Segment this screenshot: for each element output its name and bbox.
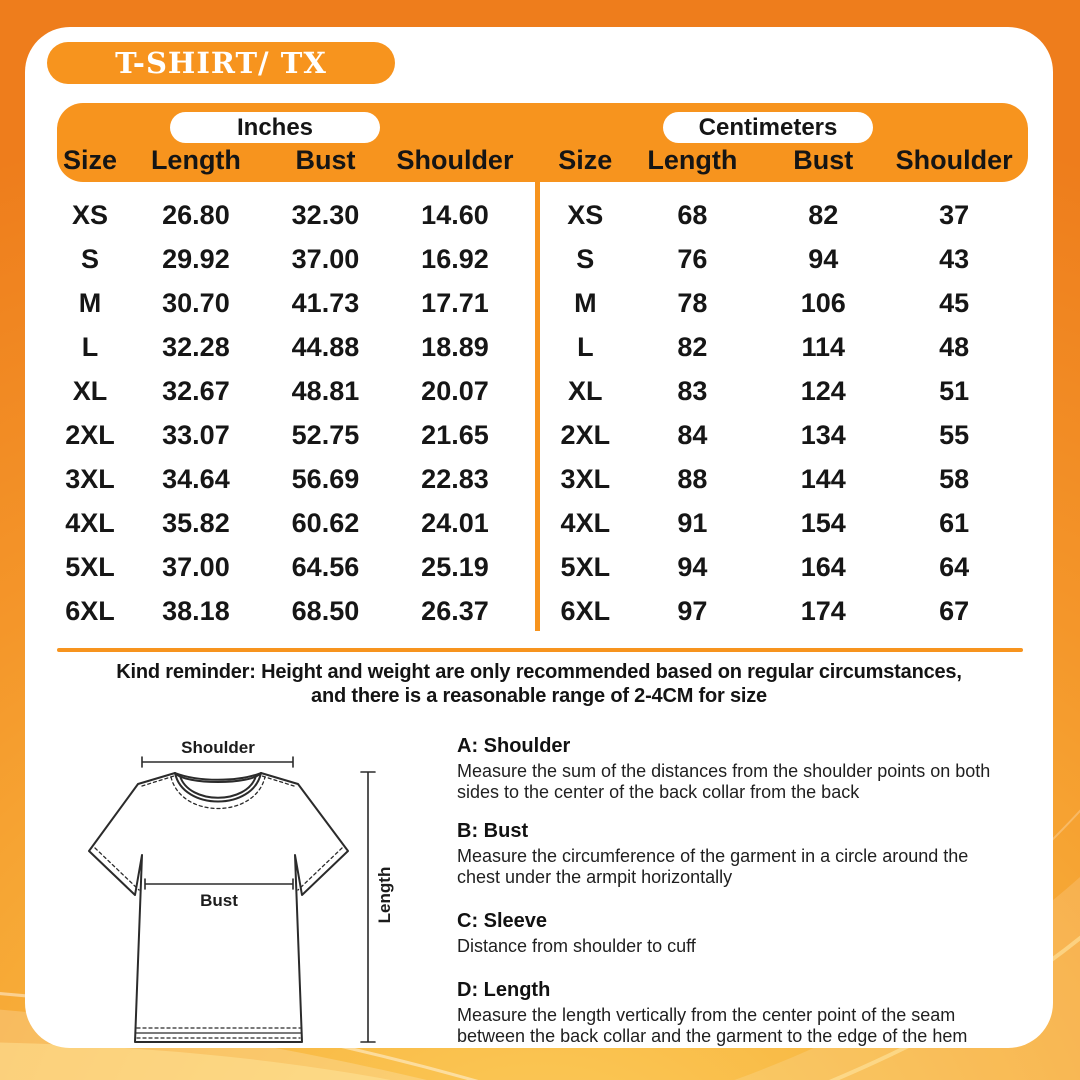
bust-cell: 114 — [801, 331, 846, 362]
bust-cell: 52.75 — [291, 419, 360, 450]
table-row — [57, 369, 528, 413]
bust-cell: 174 — [800, 595, 846, 626]
inches-unit-pill — [170, 112, 380, 143]
bust-cell: 48.81 — [291, 375, 360, 406]
shoulder-cell: 67 — [939, 595, 970, 626]
bust-cell: 68.50 — [291, 595, 360, 626]
size-cell: 6XL — [560, 595, 611, 626]
size-cell: 2XL — [560, 419, 611, 450]
inches-column-headers — [57, 141, 528, 179]
shoulder-cell: 14.60 — [421, 199, 489, 230]
length-cell: 68 — [677, 199, 708, 230]
length-cell: 33.07 — [162, 419, 230, 450]
table-header-band — [57, 103, 1028, 182]
shoulder-cell: 20.07 — [421, 375, 489, 406]
guide-heading-sleeve: C: Sleeve — [457, 910, 548, 932]
shoulder-cell: 58 — [939, 463, 970, 494]
size-cell: 5XL — [560, 551, 611, 582]
shoulder-cell: 17.71 — [421, 287, 489, 318]
size-cell: L — [81, 331, 99, 362]
size-cell: XL — [72, 375, 108, 406]
guide-entry-shoulder — [457, 735, 1005, 803]
length-cell: 30.70 — [162, 287, 230, 318]
table-row — [57, 237, 528, 281]
table-row — [552, 589, 1028, 633]
centimeters-unit-pill — [663, 112, 873, 143]
kind-reminder-line2: and there is a reasonable range of 2-4CM for size — [311, 685, 767, 707]
size-cell: S — [80, 243, 99, 274]
table-row — [552, 237, 1028, 281]
shoulder-cell: 64 — [939, 551, 970, 582]
column-header-shoulder: Shoulder — [895, 144, 1013, 175]
guide-body-shoulder: Measure the sum of the distances from the shoulder points on both sides to the center of the back collar from the back — [457, 761, 991, 802]
centimeters-column-headers — [552, 141, 1028, 179]
table-row — [57, 193, 528, 237]
size-cell: M — [574, 287, 597, 318]
column-header-bust: Bust — [793, 144, 854, 175]
table-row — [552, 325, 1028, 369]
guide-body-sleeve: Distance from shoulder to cuff — [457, 936, 696, 956]
shoulder-cell: 43 — [939, 243, 970, 274]
table-row — [552, 457, 1028, 501]
size-cell: S — [576, 243, 595, 274]
column-header-shoulder: Shoulder — [396, 144, 514, 175]
inches-table-body — [57, 193, 528, 633]
size-cell: 6XL — [65, 595, 115, 626]
size-cell: L — [577, 331, 594, 362]
length-cell: 84 — [677, 419, 708, 450]
guide-entry-length — [457, 979, 1005, 1047]
bust-cell: 154 — [800, 507, 846, 538]
table-row — [552, 281, 1028, 325]
title-badge-label: T-SHIRT/ TX — [115, 46, 327, 80]
length-cell: 76 — [677, 243, 708, 274]
table-row — [552, 501, 1028, 545]
size-cell: 4XL — [65, 507, 115, 538]
bust-cell: 44.88 — [291, 331, 360, 362]
shoulder-cell: 37 — [939, 199, 970, 230]
length-cell: 78 — [677, 287, 708, 318]
horizontal-section-divider — [57, 648, 1023, 652]
kind-reminder-line1: Kind reminder: Height and weight are only recommended based on regular circumstances, — [116, 661, 962, 683]
tshirt-measurement-diagram — [83, 737, 415, 1053]
length-cell: 82 — [677, 331, 708, 362]
length-cell: 26.80 — [162, 199, 230, 230]
table-row — [57, 413, 528, 457]
size-cell: 2XL — [65, 419, 115, 450]
bust-cell: 32.30 — [291, 199, 360, 230]
length-cell: 29.92 — [162, 243, 230, 274]
size-cell: XS — [71, 199, 108, 230]
size-cell: 3XL — [65, 463, 115, 494]
table-row — [57, 457, 528, 501]
bust-cell: 134 — [800, 419, 846, 450]
bust-dimension-label: Bust — [200, 891, 238, 910]
bust-cell: 60.62 — [291, 507, 360, 538]
length-cell: 94 — [677, 551, 708, 582]
length-cell: 88 — [677, 463, 708, 494]
column-header-size: Size — [62, 144, 117, 175]
guide-heading-bust: B: Bust — [457, 820, 529, 842]
column-header-length: Length — [150, 144, 241, 175]
guide-entry-bust — [457, 820, 1005, 888]
length-cell: 97 — [677, 595, 708, 626]
title-badge — [47, 42, 395, 84]
guide-heading-shoulder: A: Shoulder — [457, 735, 571, 757]
column-header-bust: Bust — [295, 144, 356, 175]
table-row — [552, 369, 1028, 413]
bust-cell: 106 — [800, 287, 846, 318]
table-row — [57, 589, 528, 633]
shoulder-cell: 61 — [939, 507, 970, 538]
guide-heading-length: D: Length — [457, 979, 551, 1001]
centimeters-table-body — [552, 193, 1028, 633]
length-cell: 91 — [677, 507, 708, 538]
bust-cell: 37.00 — [291, 243, 360, 274]
bust-cell: 41.73 — [291, 287, 360, 318]
shoulder-cell: 22.83 — [421, 463, 489, 494]
shoulder-dimension-label: Shoulder — [181, 738, 255, 757]
shoulder-measure-line — [142, 757, 293, 767]
centimeters-unit-label: Centimeters — [698, 113, 838, 141]
shoulder-cell: 24.01 — [421, 507, 489, 538]
bust-cell: 124 — [800, 375, 846, 406]
bust-cell: 56.69 — [291, 463, 360, 494]
vertical-table-divider — [535, 182, 540, 631]
column-header-size: Size — [558, 144, 613, 175]
length-cell: 35.82 — [162, 507, 230, 538]
guide-body-bust: Measure the circumference of the garment in a circle around the chest under the armpit horizontally — [457, 846, 969, 887]
bust-cell: 164 — [800, 551, 846, 582]
shoulder-cell: 48 — [939, 331, 970, 362]
guide-body-length: Measure the length vertically from the center point of the seam between the back collar and the garment to the edge of the hem — [457, 1005, 968, 1046]
size-cell: XL — [568, 375, 603, 406]
table-row — [552, 413, 1028, 457]
shoulder-cell: 25.19 — [421, 551, 489, 582]
inches-unit-label: Inches — [236, 113, 314, 141]
shoulder-cell: 26.37 — [421, 595, 489, 626]
shoulder-cell: 16.92 — [421, 243, 489, 274]
bust-cell: 64.56 — [291, 551, 360, 582]
table-row — [57, 281, 528, 325]
size-cell: 3XL — [560, 463, 611, 494]
length-cell: 37.00 — [162, 551, 230, 582]
guide-entry-sleeve — [457, 910, 1005, 957]
bust-cell: 144 — [800, 463, 846, 494]
table-row — [57, 325, 528, 369]
shoulder-cell: 18.89 — [421, 331, 489, 362]
column-header-length: Length — [647, 144, 738, 175]
shoulder-cell: 55 — [939, 419, 970, 450]
table-row — [57, 545, 528, 589]
bust-cell: 94 — [808, 243, 839, 274]
shoulder-cell: 45 — [939, 287, 970, 318]
kind-reminder-note — [25, 660, 1053, 708]
length-cell: 32.28 — [162, 331, 230, 362]
size-cell: XS — [567, 199, 604, 230]
length-cell: 34.64 — [162, 463, 230, 494]
size-cell: 5XL — [65, 551, 115, 582]
table-row — [57, 501, 528, 545]
length-dimension-label: Length — [375, 866, 394, 924]
size-cell: M — [78, 287, 102, 318]
measurement-guide — [457, 735, 1005, 1064]
length-cell: 38.18 — [162, 595, 230, 626]
shoulder-cell: 51 — [939, 375, 970, 406]
bust-cell: 82 — [808, 199, 839, 230]
size-cell: 4XL — [560, 507, 611, 538]
length-measure-line — [361, 772, 375, 1042]
table-row — [552, 193, 1028, 237]
table-row — [552, 545, 1028, 589]
chart-card — [25, 27, 1053, 1048]
shoulder-cell: 21.65 — [421, 419, 489, 450]
length-cell: 32.67 — [162, 375, 230, 406]
length-cell: 83 — [677, 375, 708, 406]
